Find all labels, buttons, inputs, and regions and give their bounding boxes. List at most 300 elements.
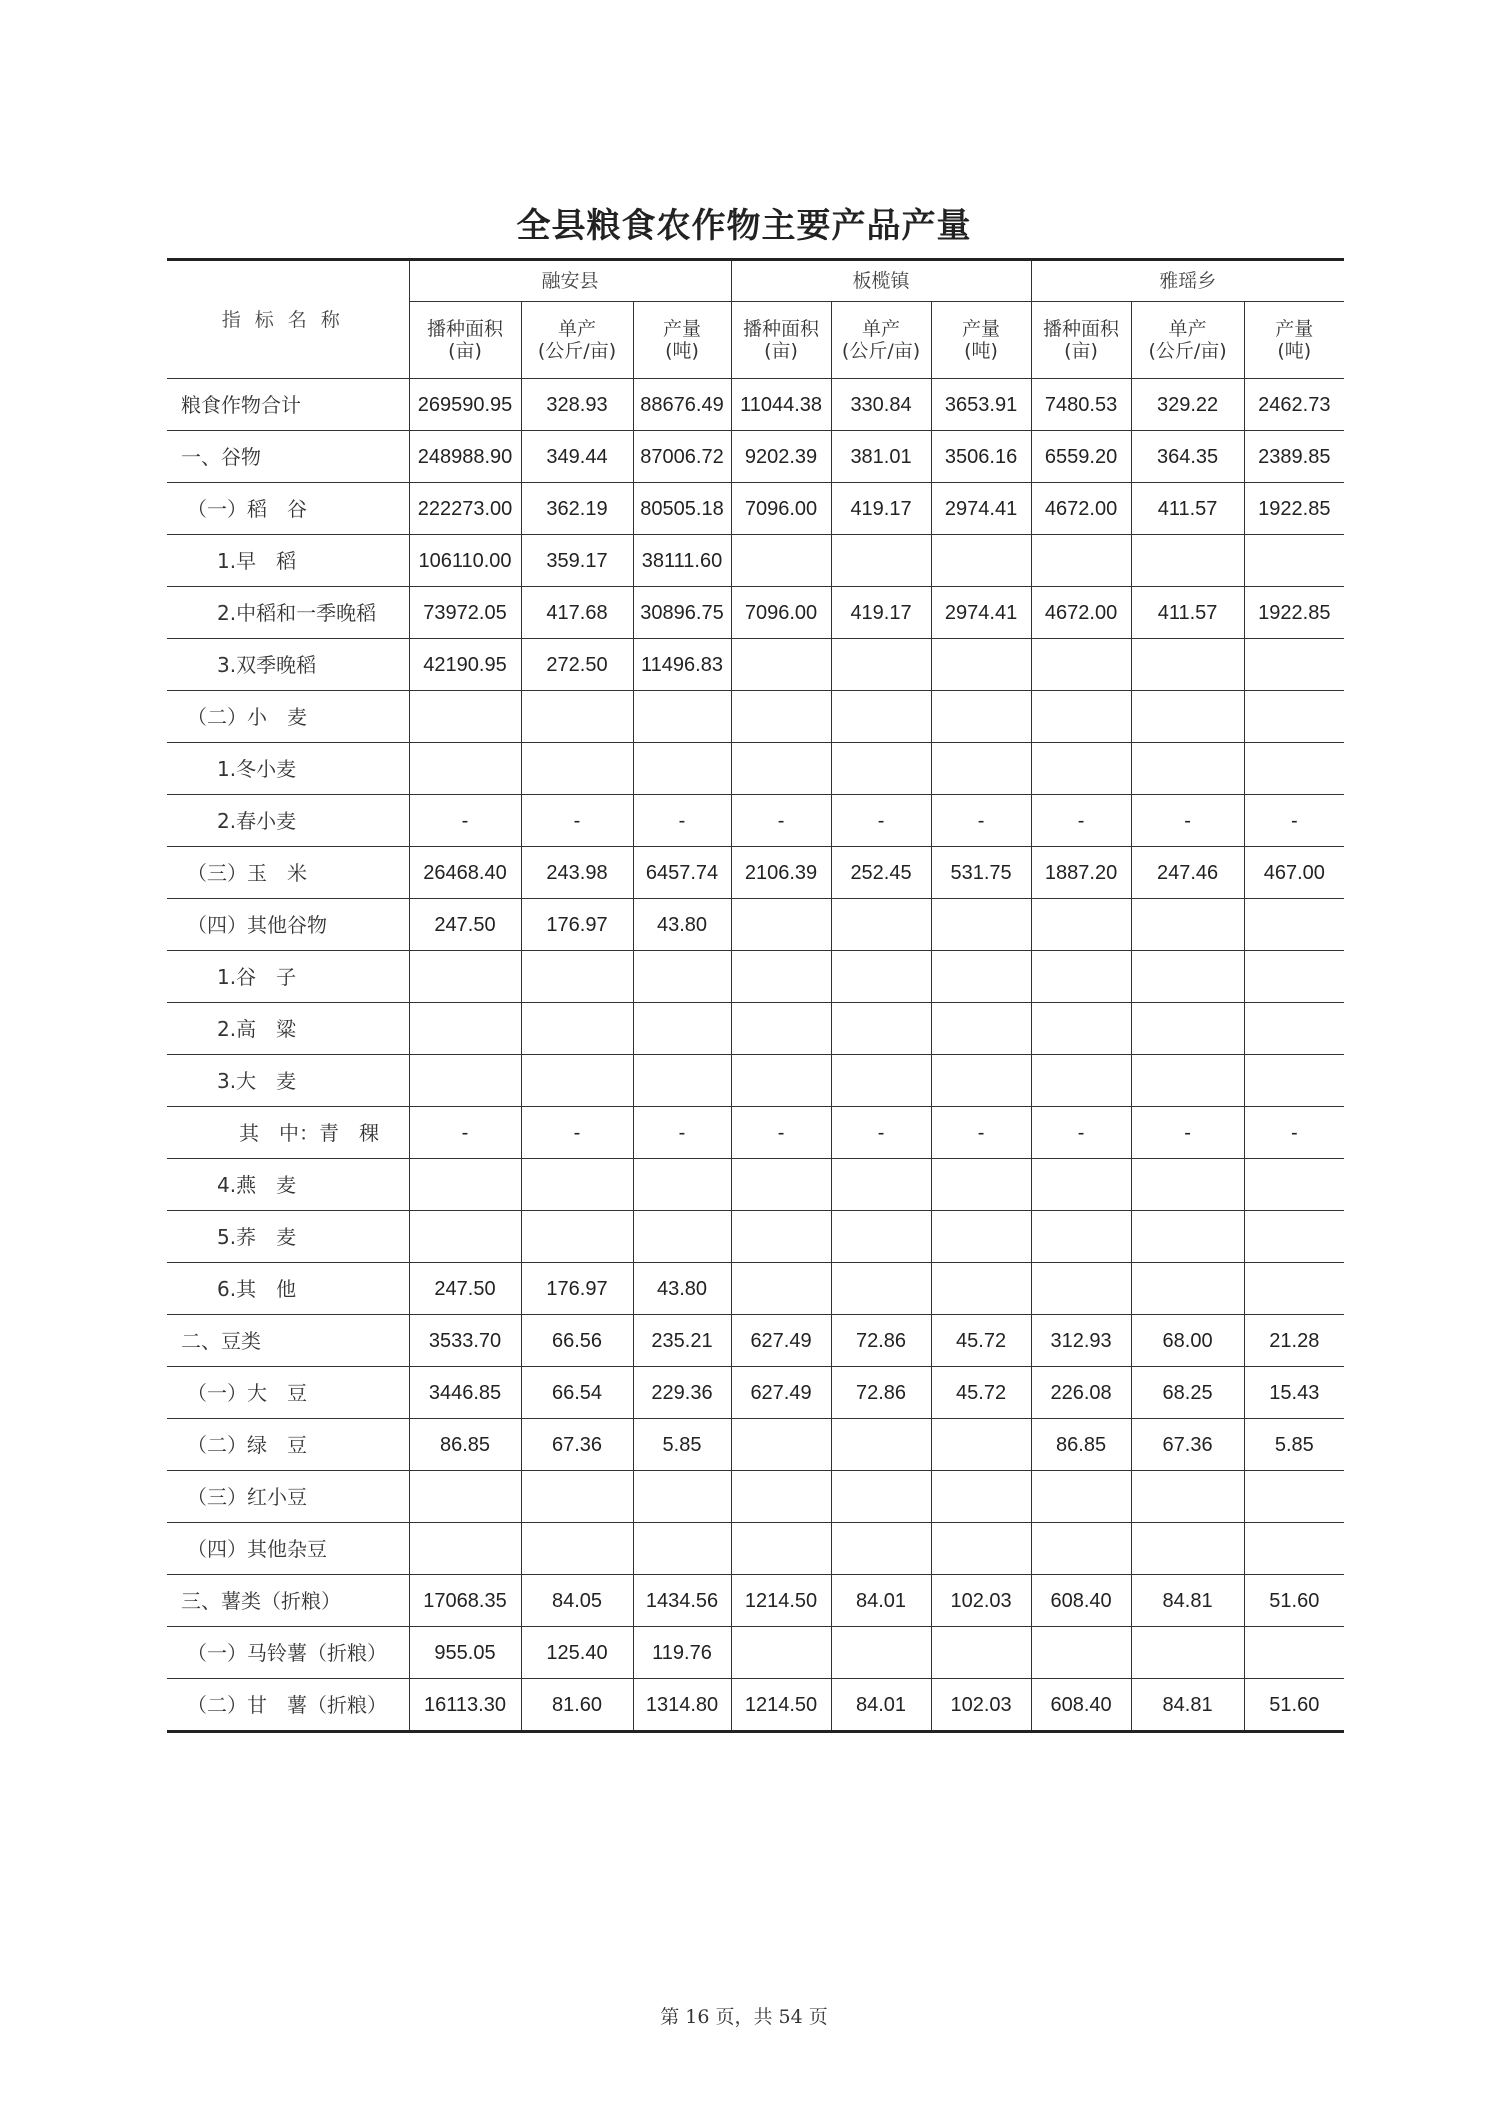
table-cell xyxy=(633,951,731,1003)
table-cell xyxy=(1031,535,1131,587)
table-cell xyxy=(521,1055,633,1107)
table-cell: 3533.70 xyxy=(409,1315,521,1367)
table-cell xyxy=(931,1159,1031,1211)
table-cell xyxy=(633,1471,731,1523)
table-cell xyxy=(409,691,521,743)
table-cell: 627.49 xyxy=(731,1315,831,1367)
table-row xyxy=(167,1471,1344,1523)
table-cell xyxy=(831,1627,931,1679)
row-label xyxy=(167,1055,409,1107)
table-cell: 1922.85 xyxy=(1244,483,1344,535)
table-cell xyxy=(831,1523,931,1575)
table-cell xyxy=(409,1003,521,1055)
table-cell xyxy=(731,1055,831,1107)
table-cell: - xyxy=(931,795,1031,847)
table-cell xyxy=(831,899,931,951)
table-cell: 229.36 xyxy=(633,1367,731,1419)
table-cell xyxy=(1131,951,1244,1003)
table-cell xyxy=(931,951,1031,1003)
table-cell xyxy=(1131,1523,1244,1575)
table-cell xyxy=(1244,951,1344,1003)
table-cell: 68.00 xyxy=(1131,1315,1244,1367)
table-cell: - xyxy=(633,1107,731,1159)
table-cell xyxy=(521,1471,633,1523)
table-cell xyxy=(633,1159,731,1211)
table-cell: - xyxy=(1031,795,1131,847)
table-cell xyxy=(831,1419,931,1471)
table-cell: - xyxy=(1131,795,1244,847)
row-label xyxy=(167,899,409,951)
row-label-text: 一、谷物 xyxy=(181,444,261,469)
column-header: 播种面积 (亩) xyxy=(731,302,831,379)
table-cell xyxy=(633,743,731,795)
table-cell: 102.03 xyxy=(931,1679,1031,1732)
row-label-text: 三、薯类（折粮） xyxy=(181,1588,341,1613)
table-cell xyxy=(521,1523,633,1575)
table-cell: 9202.39 xyxy=(731,431,831,483)
table-cell xyxy=(633,1003,731,1055)
row-label xyxy=(167,1315,409,1367)
table-cell xyxy=(931,535,1031,587)
row-label-text: 粮食作物合计 xyxy=(181,392,301,417)
table-cell xyxy=(1031,1627,1131,1679)
table-cell: 235.21 xyxy=(633,1315,731,1367)
table-cell xyxy=(409,743,521,795)
table-cell: 45.72 xyxy=(931,1315,1031,1367)
row-label xyxy=(167,1003,409,1055)
table-cell xyxy=(1031,1159,1131,1211)
table-row xyxy=(167,795,1344,847)
table-cell xyxy=(1131,1055,1244,1107)
table-cell: 7480.53 xyxy=(1031,379,1131,431)
table-cell xyxy=(731,639,831,691)
table-cell: 84.81 xyxy=(1131,1575,1244,1627)
table-cell xyxy=(1244,1471,1344,1523)
table-cell: 381.01 xyxy=(831,431,931,483)
table-row xyxy=(167,639,1344,691)
row-label-text: （一）大 豆 xyxy=(187,1380,307,1405)
table-cell: 411.57 xyxy=(1131,483,1244,535)
table-cell xyxy=(831,951,931,1003)
table-cell xyxy=(831,1263,931,1315)
table-row xyxy=(167,483,1344,535)
table-cell: 176.97 xyxy=(521,899,633,951)
grain-production-table xyxy=(167,258,1344,1733)
table-cell: 6559.20 xyxy=(1031,431,1131,483)
table-cell: 349.44 xyxy=(521,431,633,483)
table-cell: 269590.95 xyxy=(409,379,521,431)
table-cell xyxy=(1131,1471,1244,1523)
table-cell xyxy=(1244,1627,1344,1679)
table-row xyxy=(167,1367,1344,1419)
table-row xyxy=(167,1211,1344,1263)
row-label-text: 4.燕 麦 xyxy=(217,1172,297,1197)
table-cell: 2974.41 xyxy=(931,587,1031,639)
table-cell: 419.17 xyxy=(831,587,931,639)
table-cell xyxy=(521,1003,633,1055)
row-label-text: （一）稻 谷 xyxy=(187,496,307,521)
table-cell: 67.36 xyxy=(521,1419,633,1471)
table-cell: 176.97 xyxy=(521,1263,633,1315)
table-row xyxy=(167,951,1344,1003)
table-cell: 38111.60 xyxy=(633,535,731,587)
table-cell xyxy=(409,1471,521,1523)
table-cell: 102.03 xyxy=(931,1575,1031,1627)
table-cell: 1434.56 xyxy=(633,1575,731,1627)
table-cell: 329.22 xyxy=(1131,379,1244,431)
table-cell xyxy=(633,691,731,743)
table-cell xyxy=(1131,691,1244,743)
row-label-text: （四）其他杂豆 xyxy=(187,1536,327,1561)
table-cell: 86.85 xyxy=(1031,1419,1131,1471)
table-cell xyxy=(831,743,931,795)
table-cell xyxy=(931,1263,1031,1315)
table-cell: 3446.85 xyxy=(409,1367,521,1419)
table-cell: 84.01 xyxy=(831,1575,931,1627)
table-cell: 66.54 xyxy=(521,1367,633,1419)
table-cell xyxy=(1031,639,1131,691)
table-row xyxy=(167,1575,1344,1627)
table-cell xyxy=(831,1471,931,1523)
table-cell: 106110.00 xyxy=(409,535,521,587)
table-cell xyxy=(831,691,931,743)
table-cell: 88676.49 xyxy=(633,379,731,431)
table-cell xyxy=(731,1471,831,1523)
column-header: 产量 (吨) xyxy=(1244,302,1344,379)
table-cell xyxy=(831,1159,931,1211)
table-cell xyxy=(1131,1211,1244,1263)
table-cell: 955.05 xyxy=(409,1627,521,1679)
table-cell: 68.25 xyxy=(1131,1367,1244,1419)
row-label xyxy=(167,1419,409,1471)
table-cell: 627.49 xyxy=(731,1367,831,1419)
table-cell: 411.57 xyxy=(1131,587,1244,639)
table-row xyxy=(167,743,1344,795)
table-row xyxy=(167,1263,1344,1315)
row-label xyxy=(167,1159,409,1211)
table-cell xyxy=(1131,1159,1244,1211)
table-cell xyxy=(1244,535,1344,587)
table-cell xyxy=(931,1003,1031,1055)
table-cell xyxy=(1031,899,1131,951)
table-cell xyxy=(1131,1627,1244,1679)
row-label-text: （二）小 麦 xyxy=(187,704,307,729)
table-cell: 72.86 xyxy=(831,1367,931,1419)
table-cell: 30896.75 xyxy=(633,587,731,639)
table-cell xyxy=(731,535,831,587)
table-cell: 87006.72 xyxy=(633,431,731,483)
table-cell: 362.19 xyxy=(521,483,633,535)
table-cell xyxy=(1244,1159,1344,1211)
table-cell xyxy=(731,899,831,951)
table-row xyxy=(167,431,1344,483)
table-cell xyxy=(731,691,831,743)
table-cell xyxy=(1244,1523,1344,1575)
table-cell: - xyxy=(731,1107,831,1159)
table-cell: 43.80 xyxy=(633,899,731,951)
column-header: 产量 (吨) xyxy=(931,302,1031,379)
column-header: 产量 (吨) xyxy=(633,302,731,379)
table-row xyxy=(167,899,1344,951)
table-cell: 5.85 xyxy=(633,1419,731,1471)
table-cell xyxy=(1031,1055,1131,1107)
table-cell xyxy=(731,951,831,1003)
table-row xyxy=(167,1679,1344,1732)
table-cell xyxy=(1031,951,1131,1003)
row-label xyxy=(167,1263,409,1315)
table-cell xyxy=(931,1471,1031,1523)
row-label-text: 1.早 稻 xyxy=(217,548,297,573)
table-cell: - xyxy=(731,795,831,847)
table-cell xyxy=(633,1055,731,1107)
column-header: 单产 (公斤/亩) xyxy=(521,302,633,379)
table-row xyxy=(167,847,1344,899)
table-cell xyxy=(831,639,931,691)
row-label xyxy=(167,1471,409,1523)
table-cell xyxy=(409,1211,521,1263)
table-cell xyxy=(931,1211,1031,1263)
table-cell xyxy=(409,1055,521,1107)
table-cell: 247.50 xyxy=(409,1263,521,1315)
table-cell: 1887.20 xyxy=(1031,847,1131,899)
table-cell xyxy=(931,1419,1031,1471)
table-cell: 419.17 xyxy=(831,483,931,535)
row-label xyxy=(167,431,409,483)
row-label-text: 2.春小麦 xyxy=(217,808,297,833)
table-cell xyxy=(1244,743,1344,795)
column-header: 播种面积 (亩) xyxy=(409,302,521,379)
table-cell: 81.60 xyxy=(521,1679,633,1732)
table-cell: 42190.95 xyxy=(409,639,521,691)
table-cell xyxy=(521,951,633,1003)
table-cell xyxy=(731,1419,831,1471)
table-cell: 3506.16 xyxy=(931,431,1031,483)
row-label xyxy=(167,1107,409,1159)
table-cell xyxy=(1244,639,1344,691)
table-cell: 608.40 xyxy=(1031,1679,1131,1732)
table-cell: 119.76 xyxy=(633,1627,731,1679)
table-cell: 125.40 xyxy=(521,1627,633,1679)
row-label-text: 其 中：青 稞 xyxy=(239,1120,379,1145)
table-cell: - xyxy=(633,795,731,847)
table-cell: 86.85 xyxy=(409,1419,521,1471)
table-cell: 252.45 xyxy=(831,847,931,899)
table-cell xyxy=(1131,1003,1244,1055)
row-label-text: （三）红小豆 xyxy=(187,1484,307,1509)
table-cell xyxy=(1031,743,1131,795)
table-cell: - xyxy=(1031,1107,1131,1159)
row-label-text: 3.大 麦 xyxy=(217,1068,297,1093)
table-row xyxy=(167,379,1344,431)
row-label xyxy=(167,951,409,1003)
table-cell: 2389.85 xyxy=(1244,431,1344,483)
table-row xyxy=(167,535,1344,587)
column-header: 单产 (公斤/亩) xyxy=(1131,302,1244,379)
row-label xyxy=(167,535,409,587)
row-label-text: （二）甘 薯（折粮） xyxy=(187,1692,387,1717)
table-cell xyxy=(1131,899,1244,951)
table-cell xyxy=(1031,1523,1131,1575)
table-cell xyxy=(731,1627,831,1679)
table-cell: 1214.50 xyxy=(731,1575,831,1627)
table-cell: 51.60 xyxy=(1244,1575,1344,1627)
table-cell xyxy=(831,1055,931,1107)
table-cell: 80505.18 xyxy=(633,483,731,535)
table-cell: 72.86 xyxy=(831,1315,931,1367)
group-header: 板榄镇 xyxy=(731,260,1031,302)
table-cell: 45.72 xyxy=(931,1367,1031,1419)
table-cell: - xyxy=(409,795,521,847)
table-cell: - xyxy=(831,1107,931,1159)
table-cell: 2462.73 xyxy=(1244,379,1344,431)
table-cell xyxy=(1244,1263,1344,1315)
header-row-groups xyxy=(167,260,1344,302)
table-row xyxy=(167,1055,1344,1107)
table-cell: 1214.50 xyxy=(731,1679,831,1732)
table-cell xyxy=(1244,899,1344,951)
table-cell xyxy=(1131,1263,1244,1315)
table-cell: 16113.30 xyxy=(409,1679,521,1732)
table-cell xyxy=(731,1263,831,1315)
table-cell xyxy=(1244,1003,1344,1055)
table-cell: 84.01 xyxy=(831,1679,931,1732)
table-cell xyxy=(731,1159,831,1211)
table-cell: 51.60 xyxy=(1244,1679,1344,1732)
table-cell xyxy=(931,691,1031,743)
table-cell xyxy=(633,1523,731,1575)
table-cell: 247.46 xyxy=(1131,847,1244,899)
row-label xyxy=(167,1627,409,1679)
row-label xyxy=(167,639,409,691)
table-cell: - xyxy=(1244,795,1344,847)
table-cell: - xyxy=(931,1107,1031,1159)
table-cell xyxy=(1131,743,1244,795)
table-row xyxy=(167,587,1344,639)
table-cell xyxy=(521,1211,633,1263)
table-cell xyxy=(409,951,521,1003)
table-cell xyxy=(731,743,831,795)
row-label xyxy=(167,847,409,899)
table-cell xyxy=(521,691,633,743)
table-cell: 4672.00 xyxy=(1031,483,1131,535)
table-cell: 364.35 xyxy=(1131,431,1244,483)
table-cell: 417.68 xyxy=(521,587,633,639)
table-cell: 330.84 xyxy=(831,379,931,431)
table-cell: 272.50 xyxy=(521,639,633,691)
table-cell xyxy=(1031,691,1131,743)
row-label-text: 6.其 他 xyxy=(217,1276,297,1301)
table-cell xyxy=(731,1003,831,1055)
table-cell: - xyxy=(831,795,931,847)
row-label-text: 2.高 粱 xyxy=(217,1016,297,1041)
table-cell: - xyxy=(1131,1107,1244,1159)
table-cell xyxy=(731,1211,831,1263)
table-row xyxy=(167,1315,1344,1367)
table-cell: 2106.39 xyxy=(731,847,831,899)
table-cell xyxy=(931,1627,1031,1679)
table-cell xyxy=(409,1159,521,1211)
row-label-text: 1.冬小麦 xyxy=(217,756,297,781)
group-header: 融安县 xyxy=(409,260,731,302)
row-label xyxy=(167,1523,409,1575)
row-label-text: 二、豆类 xyxy=(181,1328,261,1353)
table-cell: 43.80 xyxy=(633,1263,731,1315)
table-cell: 226.08 xyxy=(1031,1367,1131,1419)
table-cell xyxy=(1244,1211,1344,1263)
table-cell xyxy=(831,1003,931,1055)
table-cell: - xyxy=(409,1107,521,1159)
table-row xyxy=(167,1419,1344,1471)
row-label xyxy=(167,795,409,847)
table-cell: 11496.83 xyxy=(633,639,731,691)
table-cell xyxy=(931,899,1031,951)
table-row xyxy=(167,1523,1344,1575)
column-header: 单产 (公斤/亩) xyxy=(831,302,931,379)
table-cell xyxy=(931,743,1031,795)
page-title: 全县粮食农作物主要产品产量 xyxy=(516,206,972,246)
table-cell: 359.17 xyxy=(521,535,633,587)
group-header: 雅瑶乡 xyxy=(1031,260,1344,302)
row-label-text: （二）绿 豆 xyxy=(187,1432,307,1457)
table-cell xyxy=(633,1211,731,1263)
table-cell xyxy=(521,743,633,795)
table-cell xyxy=(931,1055,1031,1107)
table-cell: 67.36 xyxy=(1131,1419,1244,1471)
row-label xyxy=(167,483,409,535)
table-cell: 1922.85 xyxy=(1244,587,1344,639)
table-cell: 66.56 xyxy=(521,1315,633,1367)
table-cell: 11044.38 xyxy=(731,379,831,431)
row-label-text: 3.双季晚稻 xyxy=(217,652,317,677)
table-cell xyxy=(831,1211,931,1263)
table-cell xyxy=(1244,691,1344,743)
table-row xyxy=(167,1627,1344,1679)
table-cell: 7096.00 xyxy=(731,483,831,535)
row-label xyxy=(167,1367,409,1419)
table-cell xyxy=(1131,639,1244,691)
table-cell: 248988.90 xyxy=(409,431,521,483)
table-row xyxy=(167,691,1344,743)
row-label xyxy=(167,1679,409,1732)
table-cell: - xyxy=(1244,1107,1344,1159)
table-cell xyxy=(931,639,1031,691)
row-label xyxy=(167,379,409,431)
table-cell: 84.05 xyxy=(521,1575,633,1627)
corner-header: 指标名称 xyxy=(167,260,409,379)
table-cell xyxy=(409,1523,521,1575)
row-label xyxy=(167,1575,409,1627)
row-label xyxy=(167,587,409,639)
table-cell: 531.75 xyxy=(931,847,1031,899)
table-row xyxy=(167,1159,1344,1211)
row-label-text: （四）其他谷物 xyxy=(187,912,327,937)
row-label-text: （一）马铃薯（折粮） xyxy=(187,1640,387,1665)
table-cell xyxy=(1031,1471,1131,1523)
table-cell: 2974.41 xyxy=(931,483,1031,535)
table-cell xyxy=(1031,1263,1131,1315)
table-cell xyxy=(1031,1211,1131,1263)
page-footer: 第 16 页，共 54 页 xyxy=(660,2006,828,2028)
table-cell: 21.28 xyxy=(1244,1315,1344,1367)
table-cell xyxy=(1131,535,1244,587)
table-cell xyxy=(931,1523,1031,1575)
row-label-text: （三）玉 米 xyxy=(187,860,307,885)
table-cell: - xyxy=(521,795,633,847)
table-cell: 328.93 xyxy=(521,379,633,431)
table-row xyxy=(167,1003,1344,1055)
row-label-text: 2.中稻和一季晚稻 xyxy=(217,600,377,625)
table-cell: 608.40 xyxy=(1031,1575,1131,1627)
